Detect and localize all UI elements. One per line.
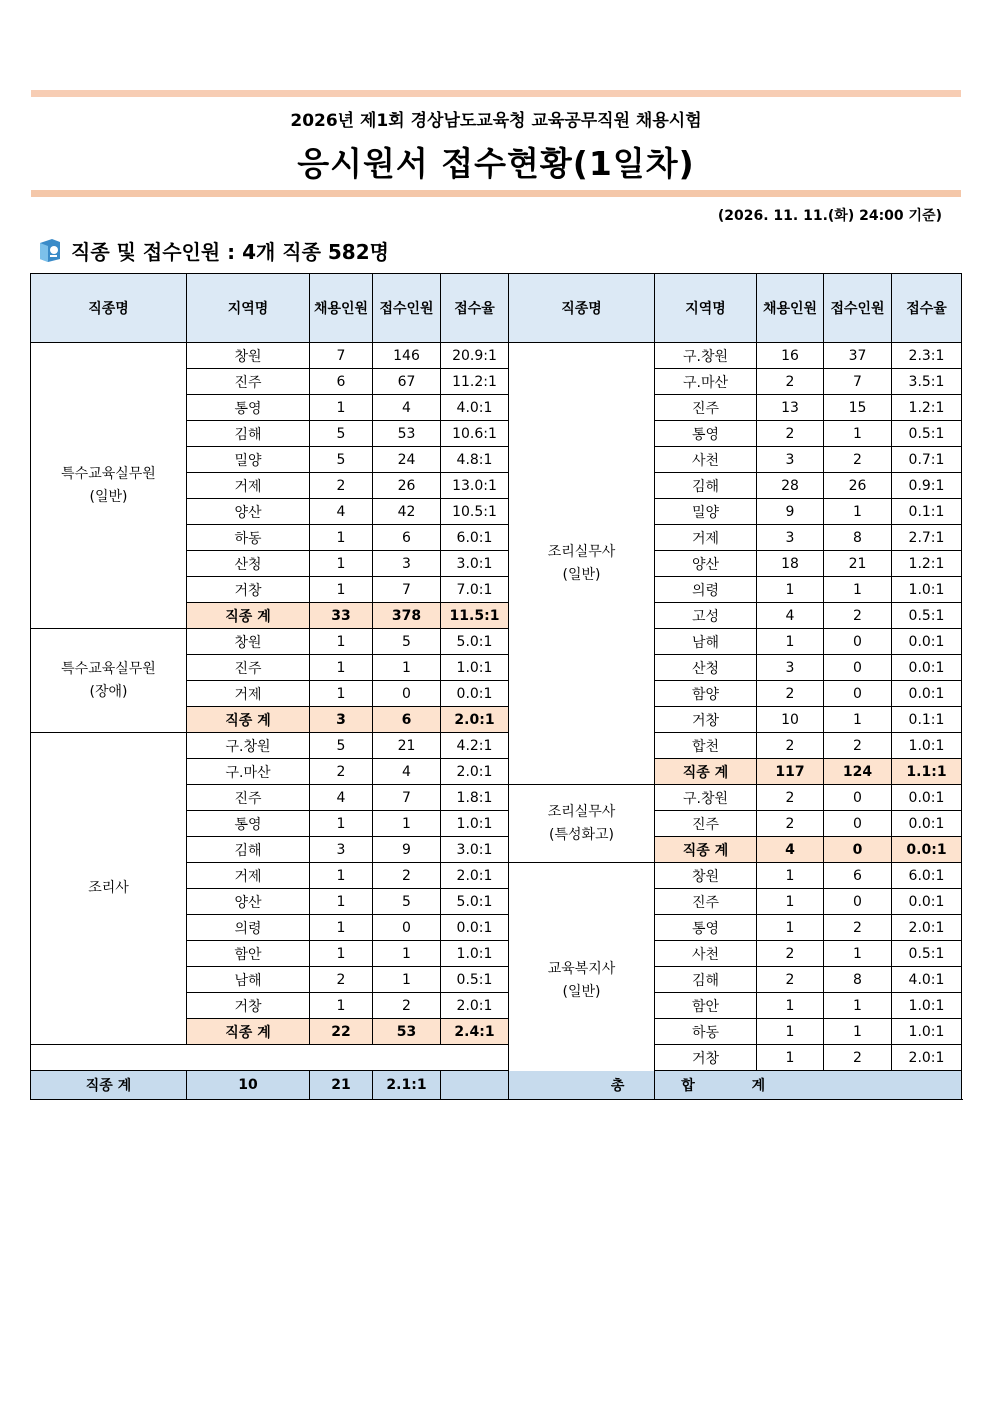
region-cell: 진주 <box>655 395 757 421</box>
subtotal-value: 1.1:1 <box>892 759 962 785</box>
value-cell: 1 <box>310 629 373 655</box>
region-cell: 구.창원 <box>655 785 757 811</box>
value-cell: 1 <box>310 863 373 889</box>
subtotal-value: 11.5:1 <box>441 603 509 629</box>
column-header: 채용인원 <box>310 274 373 343</box>
region-cell: 진주 <box>187 369 310 395</box>
value-cell: 1 <box>310 811 373 837</box>
value-cell: 2 <box>310 473 373 499</box>
table-header-row <box>31 274 962 343</box>
job-type-name: 교육복지사 <box>547 961 616 977</box>
region-cell: 거창 <box>655 707 757 733</box>
value-cell: 18 <box>757 551 824 577</box>
region-cell: 거창 <box>187 993 310 1019</box>
value-cell: 28 <box>757 473 824 499</box>
value-cell: 1 <box>757 889 824 915</box>
value-cell: 0.0:1 <box>892 811 962 837</box>
value-cell: 2 <box>757 941 824 967</box>
value-cell: 4 <box>373 759 441 785</box>
value-cell: 1.0:1 <box>441 811 509 837</box>
region-cell: 진주 <box>655 811 757 837</box>
value-cell: 15 <box>824 395 892 421</box>
value-cell: 0.9:1 <box>892 473 962 499</box>
value-cell: 0.1:1 <box>892 499 962 525</box>
value-cell: 1 <box>757 863 824 889</box>
region-cell: 밀양 <box>187 447 310 473</box>
value-cell: 4 <box>373 395 441 421</box>
section-heading <box>37 235 389 265</box>
value-cell: 5 <box>310 421 373 447</box>
value-cell: 0 <box>373 681 441 707</box>
value-cell: 0.0:1 <box>892 629 962 655</box>
value-cell: 2.0:1 <box>892 915 962 941</box>
document-title: 응시원서 접수현황(1일차) <box>297 144 695 183</box>
value-cell: 26 <box>373 473 441 499</box>
region-cell: 남해 <box>187 967 310 993</box>
region-cell: 거제 <box>187 863 310 889</box>
value-cell: 0.1:1 <box>892 707 962 733</box>
subtotal-label: 직종 계 <box>187 1019 310 1045</box>
table-row <box>31 1045 962 1071</box>
region-cell: 함안 <box>187 941 310 967</box>
value-cell: 1.8:1 <box>441 785 509 811</box>
job-type-category: (일반) <box>562 984 601 1000</box>
value-cell: 1 <box>757 1045 824 1071</box>
region-cell: 통영 <box>655 421 757 447</box>
subtotal-label: 직종 계 <box>655 759 757 785</box>
region-cell: 거제 <box>187 473 310 499</box>
job-type-cell <box>31 733 187 1045</box>
value-cell: 1.0:1 <box>892 1019 962 1045</box>
value-cell: 10 <box>757 707 824 733</box>
value-cell: 0.5:1 <box>441 967 509 993</box>
region-cell: 김해 <box>187 837 310 863</box>
value-cell: 8 <box>824 525 892 551</box>
value-cell: 2.0:1 <box>441 759 509 785</box>
value-cell: 2 <box>757 811 824 837</box>
value-cell: 0 <box>824 629 892 655</box>
region-cell: 함양 <box>655 681 757 707</box>
value-cell: 2 <box>824 733 892 759</box>
value-cell: 1 <box>824 941 892 967</box>
value-cell: 7 <box>373 785 441 811</box>
value-cell: 1.2:1 <box>892 551 962 577</box>
value-cell: 4.2:1 <box>441 733 509 759</box>
job-type-cell <box>509 863 655 1100</box>
region-cell: 양산 <box>187 499 310 525</box>
region-cell: 김해 <box>187 421 310 447</box>
value-cell: 6 <box>310 369 373 395</box>
value-cell: 1 <box>757 577 824 603</box>
subtotal-value: 3 <box>310 707 373 733</box>
region-cell: 밀양 <box>655 499 757 525</box>
job-type-name: 특수교육실무원 <box>61 465 156 482</box>
value-cell: 0 <box>373 915 441 941</box>
value-cell: 20.9:1 <box>441 343 509 369</box>
region-cell: 창원 <box>187 629 310 655</box>
table-row <box>31 629 962 655</box>
value-cell: 37 <box>824 343 892 369</box>
job-type-cell <box>509 785 655 863</box>
value-cell: 1 <box>310 395 373 421</box>
value-cell: 5.0:1 <box>441 629 509 655</box>
value-cell: 1 <box>757 629 824 655</box>
region-cell: 창원 <box>655 863 757 889</box>
subtotal-label: 직종 계 <box>655 837 757 863</box>
region-cell: 구.마산 <box>187 759 310 785</box>
value-cell: 0.0:1 <box>441 915 509 941</box>
value-cell: 2 <box>757 785 824 811</box>
region-cell: 진주 <box>187 655 310 681</box>
job-type-cell <box>31 343 187 629</box>
value-cell: 1 <box>824 577 892 603</box>
subtotal-value: 4 <box>757 837 824 863</box>
value-cell: 4.8:1 <box>441 447 509 473</box>
grand-total-row <box>31 1071 962 1100</box>
job-type-name: 조리사 <box>88 880 129 896</box>
value-cell: 2.7:1 <box>892 525 962 551</box>
value-cell: 2 <box>757 967 824 993</box>
value-cell: 0.5:1 <box>892 421 962 447</box>
value-cell: 5 <box>310 447 373 473</box>
subtotal-label: 직종 계 <box>187 603 310 629</box>
subtotal-value: 53 <box>373 1019 441 1045</box>
subtotal-label: 직종 계 <box>31 1071 187 1100</box>
value-cell: 1 <box>310 525 373 551</box>
subtotal-label: 직종 계 <box>187 707 310 733</box>
value-cell: 2 <box>757 369 824 395</box>
region-cell: 남해 <box>655 629 757 655</box>
value-cell: 7 <box>310 343 373 369</box>
column-header: 접수율 <box>441 274 509 343</box>
grand-total-label-cell <box>441 1071 962 1100</box>
value-cell: 1 <box>757 915 824 941</box>
subtotal-value: 2.0:1 <box>441 707 509 733</box>
value-cell: 10.5:1 <box>441 499 509 525</box>
region-cell: 하동 <box>187 525 310 551</box>
value-cell: 1 <box>757 1019 824 1045</box>
value-cell: 2 <box>824 447 892 473</box>
value-cell: 6.0:1 <box>441 525 509 551</box>
document-icon <box>37 237 63 263</box>
subtotal-value: 22 <box>310 1019 373 1045</box>
basis-date: (2026. 11. 11.(화) 24:00 기준) <box>717 208 942 224</box>
value-cell: 5 <box>373 629 441 655</box>
value-cell: 1 <box>824 707 892 733</box>
region-cell: 창원 <box>187 343 310 369</box>
value-cell: 0 <box>824 889 892 915</box>
value-cell: 0.7:1 <box>892 447 962 473</box>
value-cell: 1.2:1 <box>892 395 962 421</box>
region-cell: 고성 <box>655 603 757 629</box>
region-cell: 함안 <box>655 993 757 1019</box>
value-cell: 13 <box>757 395 824 421</box>
value-cell: 1 <box>310 655 373 681</box>
value-cell: 2.0:1 <box>441 863 509 889</box>
region-cell: 구.창원 <box>655 343 757 369</box>
job-type-category: (특성화고) <box>548 826 615 843</box>
value-cell: 6.0:1 <box>892 863 962 889</box>
value-cell: 1 <box>373 967 441 993</box>
value-cell: 2 <box>757 421 824 447</box>
value-cell: 26 <box>824 473 892 499</box>
job-type-name: 조리실무사 <box>547 803 616 820</box>
subtotal-value: 10 <box>187 1071 310 1100</box>
region-cell: 사천 <box>655 941 757 967</box>
value-cell: 3.5:1 <box>892 369 962 395</box>
grand-total-label: 총 합 계 <box>610 1078 792 1094</box>
value-cell: 2.0:1 <box>441 993 509 1019</box>
value-cell: 13.0:1 <box>441 473 509 499</box>
value-cell: 1 <box>310 915 373 941</box>
value-cell: 3 <box>310 837 373 863</box>
region-cell: 거창 <box>655 1045 757 1071</box>
value-cell: 0 <box>824 681 892 707</box>
value-cell: 3 <box>757 447 824 473</box>
subtotal-value: 2.4:1 <box>441 1019 509 1045</box>
value-cell: 1 <box>373 655 441 681</box>
value-cell: 1 <box>310 993 373 1019</box>
value-cell: 0.0:1 <box>892 785 962 811</box>
value-cell: 0 <box>824 785 892 811</box>
value-cell: 7 <box>824 369 892 395</box>
job-type-name: 조리실무사 <box>547 543 616 560</box>
value-cell: 8 <box>824 967 892 993</box>
top-accent-rule <box>31 90 961 97</box>
region-cell: 거제 <box>655 525 757 551</box>
value-cell: 53 <box>373 421 441 447</box>
value-cell: 1 <box>824 1019 892 1045</box>
subtotal-value: 378 <box>373 603 441 629</box>
value-cell: 4.0:1 <box>892 967 962 993</box>
value-cell: 1.0:1 <box>441 655 509 681</box>
value-cell: 2 <box>757 733 824 759</box>
value-cell: 0.0:1 <box>892 655 962 681</box>
subtotal-value: 0.0:1 <box>892 837 962 863</box>
value-cell: 21 <box>824 551 892 577</box>
region-cell: 합천 <box>655 733 757 759</box>
column-header: 지역명 <box>655 274 757 343</box>
value-cell: 21 <box>373 733 441 759</box>
value-cell: 5 <box>310 733 373 759</box>
value-cell: 6 <box>824 863 892 889</box>
region-cell: 김해 <box>655 473 757 499</box>
value-cell: 2 <box>373 863 441 889</box>
subtotal-value: 33 <box>310 603 373 629</box>
empty-cell <box>31 1045 509 1071</box>
value-cell: 16 <box>757 343 824 369</box>
value-cell: 146 <box>373 343 441 369</box>
region-cell: 거창 <box>187 577 310 603</box>
value-cell: 1.0:1 <box>892 993 962 1019</box>
value-cell: 10.6:1 <box>441 421 509 447</box>
job-type-name: 특수교육실무원 <box>61 660 156 677</box>
value-cell: 2 <box>310 759 373 785</box>
subtotal-value: 124 <box>824 759 892 785</box>
table-row <box>31 343 962 369</box>
region-cell: 산청 <box>655 655 757 681</box>
value-cell: 0.0:1 <box>441 681 509 707</box>
value-cell: 42 <box>373 499 441 525</box>
region-cell: 통영 <box>655 915 757 941</box>
subtotal-value: 2.1:1 <box>373 1071 441 1100</box>
region-cell: 의령 <box>655 577 757 603</box>
value-cell: 1 <box>310 551 373 577</box>
value-cell: 1 <box>310 577 373 603</box>
job-type-cell <box>509 343 655 785</box>
region-cell: 사천 <box>655 447 757 473</box>
region-cell: 김해 <box>655 967 757 993</box>
column-header: 접수인원 <box>824 274 892 343</box>
region-cell: 의령 <box>187 915 310 941</box>
region-cell: 거제 <box>187 681 310 707</box>
region-cell: 구.마산 <box>655 369 757 395</box>
column-header: 채용인원 <box>757 274 824 343</box>
value-cell: 1 <box>824 421 892 447</box>
value-cell: 4 <box>757 603 824 629</box>
value-cell: 7 <box>373 577 441 603</box>
value-cell: 1 <box>373 941 441 967</box>
column-header: 접수인원 <box>373 274 441 343</box>
region-cell: 산청 <box>187 551 310 577</box>
value-cell: 1.0:1 <box>892 733 962 759</box>
column-header: 지역명 <box>187 274 310 343</box>
section-title: 직종 및 접수인원 : 4개 직종 582명 <box>71 239 389 264</box>
value-cell: 11.2:1 <box>441 369 509 395</box>
value-cell: 1 <box>310 681 373 707</box>
region-cell: 통영 <box>187 811 310 837</box>
region-cell: 통영 <box>187 395 310 421</box>
job-type-category: (일반) <box>89 488 128 505</box>
value-cell: 2 <box>310 967 373 993</box>
value-cell: 4 <box>310 499 373 525</box>
region-cell: 양산 <box>187 889 310 915</box>
bottom-accent-rule <box>31 190 961 197</box>
region-cell: 구.창원 <box>187 733 310 759</box>
value-cell: 3 <box>373 551 441 577</box>
value-cell: 1.0:1 <box>892 577 962 603</box>
region-cell: 하동 <box>655 1019 757 1045</box>
value-cell: 9 <box>757 499 824 525</box>
subtotal-value: 0 <box>824 837 892 863</box>
value-cell: 0.5:1 <box>892 603 962 629</box>
region-cell: 진주 <box>187 785 310 811</box>
value-cell: 0.0:1 <box>892 889 962 915</box>
job-type-category: (일반) <box>562 566 601 583</box>
value-cell: 24 <box>373 447 441 473</box>
value-cell: 3 <box>757 655 824 681</box>
value-cell: 0.0:1 <box>892 681 962 707</box>
value-cell: 2 <box>824 603 892 629</box>
value-cell: 2 <box>373 993 441 1019</box>
value-cell: 1 <box>824 993 892 1019</box>
subtotal-value: 117 <box>757 759 824 785</box>
region-cell: 진주 <box>655 889 757 915</box>
value-cell: 0 <box>824 655 892 681</box>
value-cell: 0.5:1 <box>892 941 962 967</box>
value-cell: 5.0:1 <box>441 889 509 915</box>
column-header: 직종명 <box>509 274 655 343</box>
subtotal-value: 21 <box>310 1071 373 1100</box>
column-header: 직종명 <box>31 274 187 343</box>
value-cell: 67 <box>373 369 441 395</box>
value-cell: 3.0:1 <box>441 837 509 863</box>
value-cell: 5 <box>373 889 441 915</box>
value-cell: 6 <box>373 525 441 551</box>
value-cell: 2.3:1 <box>892 343 962 369</box>
column-header: 접수율 <box>892 274 962 343</box>
value-cell: 2 <box>824 915 892 941</box>
value-cell: 3.0:1 <box>441 551 509 577</box>
job-type-category: (장애) <box>89 683 128 700</box>
region-cell: 양산 <box>655 551 757 577</box>
value-cell: 3 <box>757 525 824 551</box>
value-cell: 2.0:1 <box>892 1045 962 1071</box>
value-cell: 4.0:1 <box>441 395 509 421</box>
value-cell: 4 <box>310 785 373 811</box>
document-subtitle: 2026년 제1회 경상남도교육청 교육공무직원 채용시험 <box>290 111 702 131</box>
value-cell: 1 <box>824 499 892 525</box>
table-row <box>31 733 962 759</box>
value-cell: 2 <box>757 681 824 707</box>
subtotal-value: 6 <box>373 707 441 733</box>
value-cell: 1 <box>310 889 373 915</box>
value-cell: 1 <box>757 993 824 1019</box>
job-type-cell <box>31 629 187 733</box>
value-cell: 0 <box>824 811 892 837</box>
application-status-table <box>30 273 962 1100</box>
value-cell: 1.0:1 <box>441 941 509 967</box>
value-cell: 1 <box>373 811 441 837</box>
value-cell: 1 <box>310 941 373 967</box>
value-cell: 7.0:1 <box>441 577 509 603</box>
value-cell: 2 <box>824 1045 892 1071</box>
value-cell: 9 <box>373 837 441 863</box>
